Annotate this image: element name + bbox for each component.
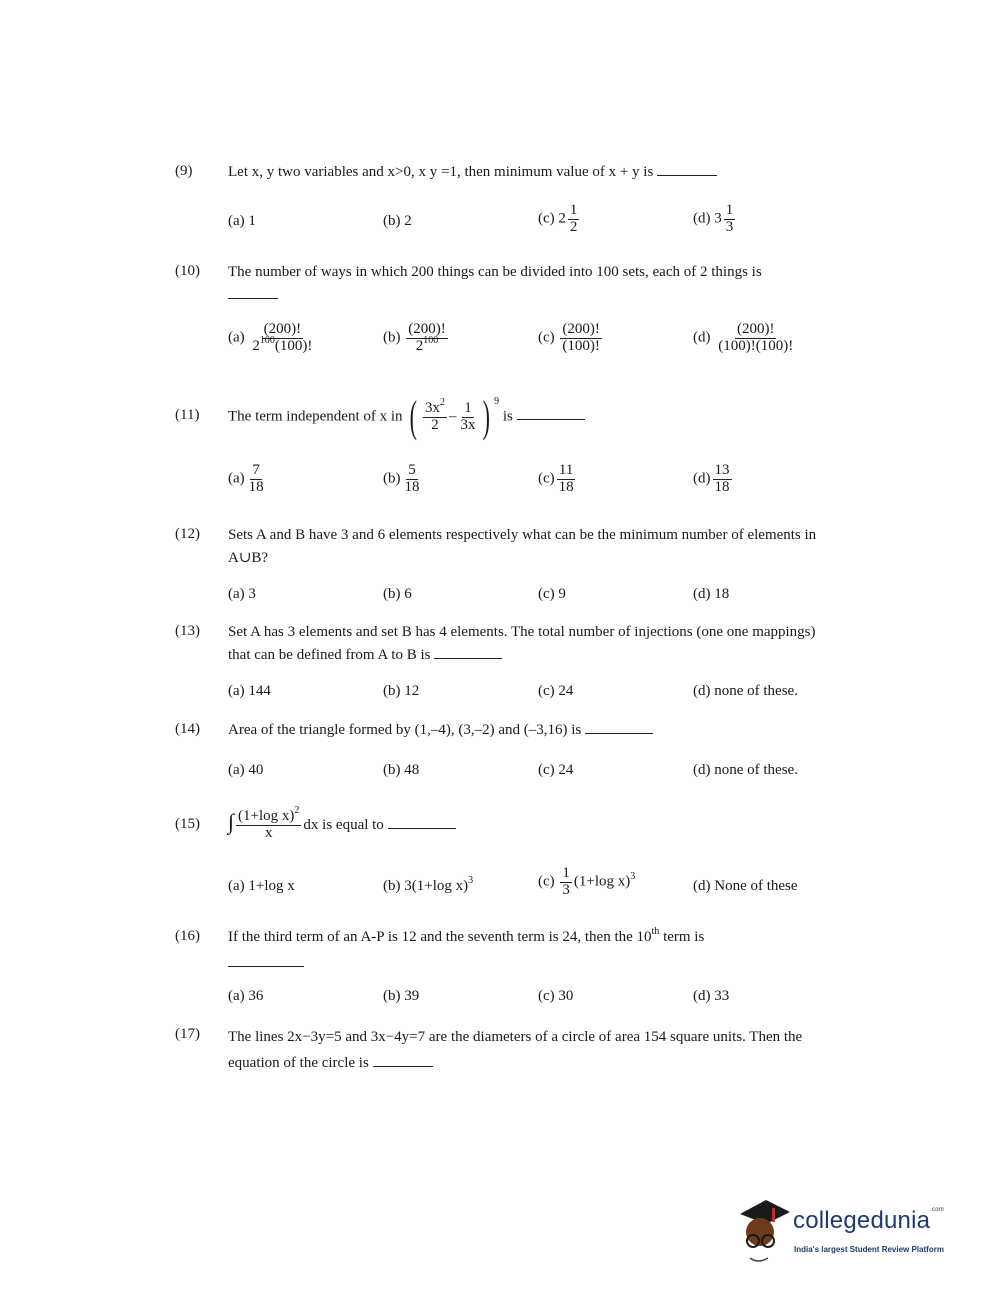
question-text: The lines 2x−3y=5 and 3x−4y=7 are the diameters of a circle of area 154 square units. Then the equation of the circle is — [228, 1029, 803, 1071]
option-a: (a) 36 — [228, 988, 264, 1004]
option-c: (c) 9 — [538, 586, 566, 602]
option-a: (a) 144 — [228, 683, 271, 699]
right-paren: ) — [483, 392, 491, 441]
logo-tagline: India's largest Student Review Platform — [794, 1245, 944, 1254]
question-number: (9) — [175, 163, 193, 179]
question-number: (13) — [175, 623, 200, 639]
option-c: (c) $\frac{(200)!}{(100)!}$ — [538, 321, 600, 354]
option-b: (b) 12 — [383, 683, 420, 699]
question-number: (17) — [175, 1026, 200, 1042]
question-number: (12) — [175, 526, 200, 542]
option-a: (a) 40 — [228, 762, 264, 778]
question-text: Area of the triangle formed by (1,–4), (3,–2) and (–3,16) is — [228, 719, 838, 742]
fraction: $\frac{1}{2}$ — [569, 202, 578, 235]
option-a: (a) 3 — [228, 586, 256, 602]
option-b: (b) $\frac{5}{18}$ — [383, 462, 420, 495]
option-d: (d) none of these. — [693, 762, 798, 778]
question-text: ∫ $\frac{(1+\log x)^2}{x}$ dx is equal to — [228, 800, 838, 847]
answer-blank — [228, 297, 278, 299]
option-c: (c) $\frac{1}{3}$ (1+log x)$^3$ — [538, 865, 636, 898]
question-number: (15) — [175, 816, 200, 832]
option-a: (a) $\frac{(200)!}{2^{100}(100)!}$ — [228, 321, 313, 354]
option-a: (a) $\frac{7}{18}$ — [228, 462, 264, 495]
option-d: (d) 3 $\frac{1}{3}$ — [693, 202, 734, 235]
answer-blank — [434, 657, 502, 659]
answer-blank — [585, 732, 653, 734]
question-text: Let x, y two variables and x>0, x y =1, then minimum value of x + y is — [228, 161, 838, 184]
option-d: (d) 18 — [693, 586, 730, 602]
integral-sign: ∫ — [228, 809, 235, 834]
question-number: (10) — [175, 263, 200, 279]
option-c: (c) $\frac{11}{18}$ — [538, 462, 574, 495]
option-b: (b) 6 — [383, 586, 412, 602]
fraction: $\frac{1}{3}$ — [725, 202, 734, 235]
option-c: (c) 24 — [538, 683, 574, 699]
question-text: Set A has 3 elements and set B has 4 elements. The total number of injections (one one mappings) that can be defined from A to B is — [228, 624, 816, 663]
question-text: Sets A and B have 3 and 6 elements respectively what can be the minimum number of elements in A∪B? — [228, 527, 817, 566]
logo-name: collegedunia$^{.com}$ — [793, 1207, 944, 1234]
option-d: (d) none of these. — [693, 683, 798, 699]
answer-blank — [388, 827, 456, 829]
option-a: (a) 1 — [228, 213, 256, 229]
answer-blank — [517, 418, 585, 420]
question-text: The term independent of x in ( $\frac{3x^2}{2}$ – $\frac{1}{3x}$ ) $^9$ is — [228, 395, 838, 439]
option-c: (c) 2 $\frac{1}{2}$ — [538, 202, 578, 235]
answer-blank — [657, 174, 717, 176]
option-b: (b) 3(1+log x)$^3$ — [383, 875, 474, 894]
answer-blank — [228, 965, 304, 967]
option-a: (a) 1+log x — [228, 878, 295, 894]
question-number: (11) — [175, 407, 200, 423]
question-text: The number of ways in which 200 things can be divided into 100 sets, each of 2 things is — [228, 264, 762, 280]
option-b: (b) 39 — [383, 988, 420, 1004]
question-text: If the third term of an A-P is 12 and the seventh term is 24, then the 10th term is — [228, 926, 705, 945]
option-d: (d) None of these — [693, 878, 798, 894]
option-b: (b) 48 — [383, 762, 420, 778]
left-paren: ( — [409, 392, 418, 441]
option-d: (d) 33 — [693, 988, 730, 1004]
option-d: (d) $\frac{(200)!}{(100)!(100)!}$ — [693, 321, 794, 354]
option-b: (b) 2 — [383, 213, 412, 229]
option-c: (c) 30 — [538, 988, 574, 1004]
option-c: (c) 24 — [538, 762, 574, 778]
question-number: (16) — [175, 928, 200, 944]
question-number: (14) — [175, 721, 200, 737]
option-b: (b) $\frac{(200)!}{2^{100}}$ — [383, 321, 446, 354]
option-d: (d) $\frac{13}{18}$ — [693, 462, 730, 495]
answer-blank — [373, 1065, 433, 1067]
